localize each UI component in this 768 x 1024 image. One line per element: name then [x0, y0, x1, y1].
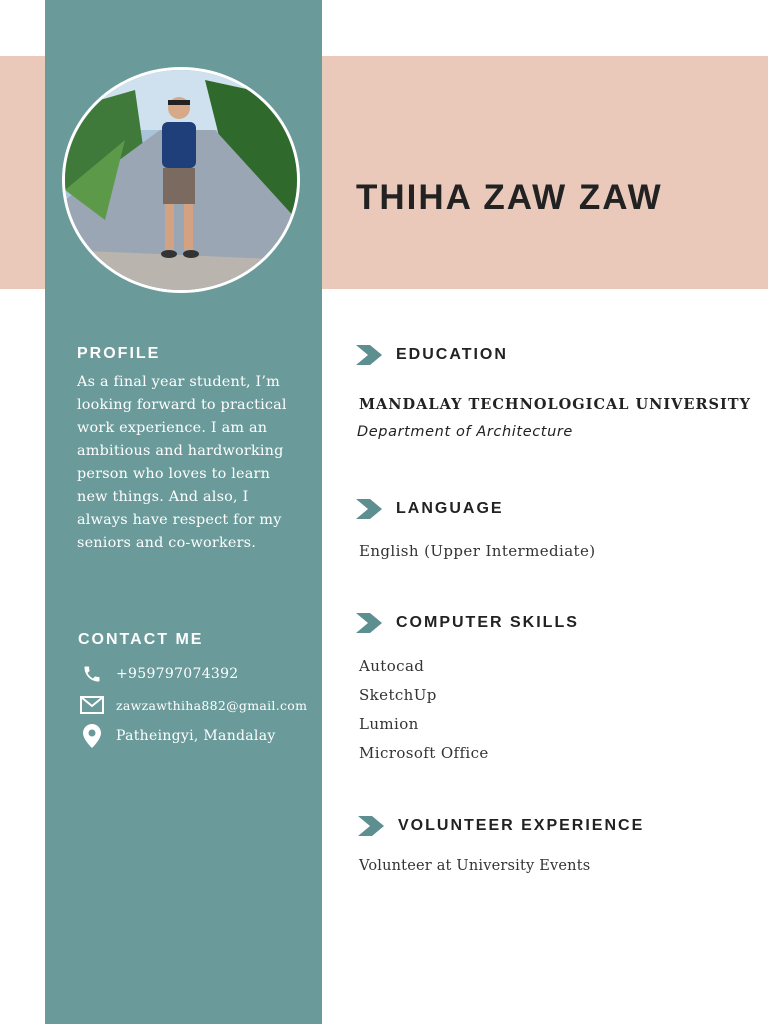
- volunteer-heading: [358, 816, 644, 836]
- language-item: English (Upper Intermediate): [359, 542, 596, 560]
- language-heading: [356, 499, 504, 519]
- contact-heading: CONTACT ME: [78, 631, 204, 648]
- education-department: Department of Architecture: [357, 424, 573, 440]
- language-heading-label: LANGUAGE: [396, 500, 504, 517]
- skill-item: Autocad: [359, 657, 425, 675]
- profile-photo: [62, 67, 300, 293]
- skill-item: Microsoft Office: [359, 744, 489, 762]
- map-pin-icon: [78, 725, 106, 747]
- profile-text: As a final year student, I’m looking forward to practical work experience. I am an ambitious and hardworking person who loves to learn new things. And also, I always have respect for my seniors and co-workers.: [77, 374, 287, 551]
- skill-item: SketchUp: [359, 686, 437, 704]
- chevron-right-icon: [356, 499, 382, 519]
- chevron-right-icon: [356, 345, 382, 365]
- volunteer-item: Volunteer at University Events: [359, 858, 591, 874]
- education-heading-label: EDUCATION: [396, 346, 508, 363]
- phone-number: +959797074392: [116, 666, 239, 682]
- education-heading: [356, 345, 508, 365]
- education-institution: MANDALAY TECHNOLOGICAL UNIVERSITY: [359, 396, 751, 413]
- mail-icon: [78, 694, 106, 716]
- phone-icon: [78, 663, 106, 685]
- computer-skills-heading: [356, 613, 579, 633]
- computer-skills-heading-label: COMPUTER SKILLS: [396, 614, 579, 631]
- email-address: zawzawthiha882@gmail.com: [116, 697, 308, 713]
- chevron-right-icon: [356, 613, 382, 633]
- contact-phone: [78, 663, 239, 685]
- candidate-name: THIHA ZAW ZAW: [356, 178, 663, 217]
- contact-email: [78, 694, 307, 716]
- contact-location: [78, 725, 276, 747]
- chevron-right-icon: [358, 816, 384, 836]
- location-text: Patheingyi, Mandalay: [116, 728, 276, 744]
- volunteer-heading-label: VOLUNTEER EXPERIENCE: [398, 817, 645, 834]
- skill-item: Lumion: [359, 715, 419, 733]
- profile-heading: PROFILE: [77, 345, 161, 362]
